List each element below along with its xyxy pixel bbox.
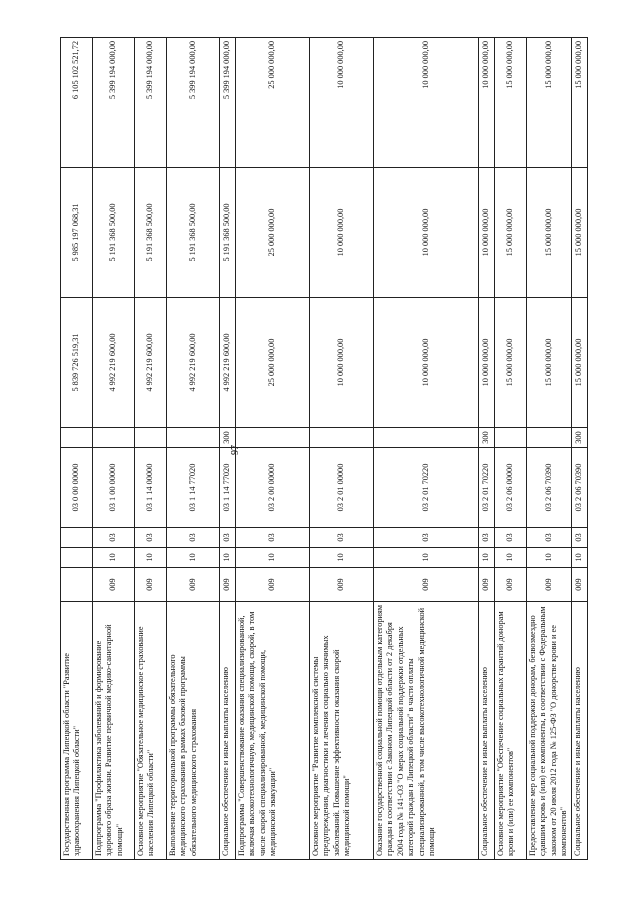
row-name-cell: Основное мероприятие "Обеспечение социальных гарантий донорам крови и (или) ее компонентов" xyxy=(495,602,527,860)
ved-code-cell xyxy=(61,568,93,602)
amount-cell-2: 15 000 000,00 xyxy=(527,168,572,298)
expense-type-cell: 300 xyxy=(479,428,495,448)
amount-cell-3: 15 000 000,00 xyxy=(495,38,527,168)
amount-cell-3: 15 000 000,00 xyxy=(571,38,587,168)
target-article-cell: 03 1 14 77020 xyxy=(220,448,236,528)
amount-cell-3: 5 399 194 000,00 xyxy=(93,38,135,168)
target-article-cell: 03 1 00 00000 xyxy=(93,448,135,528)
section-code-cell: 10 xyxy=(527,548,572,568)
expense-type-cell xyxy=(495,428,527,448)
subsection-code-cell: 03 xyxy=(135,528,167,548)
ved-code-cell: 009 xyxy=(571,568,587,602)
subsection-code-cell: 03 xyxy=(479,528,495,548)
subsection-code-cell: 03 xyxy=(167,528,220,548)
target-article-cell: 03 2 06 00000 xyxy=(495,448,527,528)
amount-cell-3: 15 000 000,00 xyxy=(527,38,572,168)
row-name-cell: Предоставление мер социальной поддержки донорам, безвозмездно сдавшим кровь и (или) ее компоненты, в соответствии с Федеральным законом от 20 июля 2012 года № 125-ФЗ "О донорстве крови и ее компонентов" xyxy=(527,602,572,860)
subsection-code-cell xyxy=(61,528,93,548)
row-name-cell: Социальное обеспечение и иные выплаты населению xyxy=(571,602,587,860)
expense-type-cell xyxy=(374,428,479,448)
subsection-code-cell: 03 xyxy=(495,528,527,548)
row-name-cell: Основное мероприятие "Обязательное медицинское страхование населения Липецкой области" xyxy=(135,602,167,860)
table-row xyxy=(61,38,93,860)
expense-type-cell: 300 xyxy=(220,428,236,448)
table-row xyxy=(220,38,236,860)
section-code-cell xyxy=(61,548,93,568)
subsection-code-cell: 03 xyxy=(236,528,310,548)
amount-cell-1: 15 000 000,00 xyxy=(527,298,572,428)
amount-cell-1: 5 839 726 519,31 xyxy=(61,298,93,428)
target-article-cell: 03 2 01 70220 xyxy=(374,448,479,528)
row-name-cell: Государственная программа Липецкой области "Развитие здравоохранения Липецкой области" xyxy=(61,602,93,860)
subsection-code-cell: 03 xyxy=(571,528,587,548)
expense-type-cell xyxy=(310,428,374,448)
expense-type-cell xyxy=(93,428,135,448)
expense-type-cell xyxy=(527,428,572,448)
ved-code-cell: 009 xyxy=(236,568,310,602)
amount-cell-2: 25 000 000,00 xyxy=(236,168,310,298)
row-name-cell: Основное мероприятие "Развитие комплексной системы предупреждения, диагностики и лечения социально значимых заболеваний. Повышение эффективности оказания скорой медицинской помощи" xyxy=(310,602,374,860)
ved-code-cell: 009 xyxy=(374,568,479,602)
amount-cell-1: 25 000 000,00 xyxy=(236,298,310,428)
table-row xyxy=(310,38,374,860)
amount-cell-3: 25 000 000,00 xyxy=(236,38,310,168)
amount-cell-3: 10 000 000,00 xyxy=(374,38,479,168)
target-article-cell: 03 2 00 00000 xyxy=(236,448,310,528)
row-name-cell: Социальное обеспечение и иные выплаты населению xyxy=(220,602,236,860)
amount-cell-1: 4 992 219 600,00 xyxy=(93,298,135,428)
row-name-cell: Выполнение территориальной программы обязательного медицинского страхования в рамках базовой программы обязательного медицинского страхования xyxy=(167,602,220,860)
section-code-cell: 10 xyxy=(167,548,220,568)
target-article-cell: 03 2 06 70390 xyxy=(571,448,587,528)
amount-cell-3: 5 399 194 000,00 xyxy=(135,38,167,168)
row-name-cell: Оказание государственной социальной помощи отдельным категориям граждан в соответствии с Законом Липецкой области от 2 декабря 2004 года № 141-ОЗ "О мерах социальной поддержки отдельных категорий граждан в Липецкой области" в части оплаты специализированной, в том числе высокотехнологичной медицинской помощи xyxy=(374,602,479,860)
section-code-cell: 10 xyxy=(374,548,479,568)
row-name-cell: Подпрограмма "Совершенствование оказания специализированной, включая высокотехнологичную, медицинской помощи, скорой, в том числе скорой специализированной, медицинской помощи, медицинской эвакуации" xyxy=(236,602,310,860)
amount-cell-2: 5 191 368 500,00 xyxy=(220,168,236,298)
subsection-code-cell: 03 xyxy=(374,528,479,548)
budget-table xyxy=(60,37,588,860)
amount-cell-1: 15 000 000,00 xyxy=(495,298,527,428)
expense-type-cell xyxy=(236,428,310,448)
amount-cell-2: 15 000 000,00 xyxy=(571,168,587,298)
subsection-code-cell: 03 xyxy=(93,528,135,548)
ved-code-cell: 009 xyxy=(310,568,374,602)
section-code-cell: 10 xyxy=(236,548,310,568)
table-row xyxy=(236,38,310,860)
subsection-code-cell: 03 xyxy=(220,528,236,548)
page-number: 97 xyxy=(230,445,241,455)
row-name-cell: Социальное обеспечение и иные выплаты населению xyxy=(479,602,495,860)
amount-cell-1: 10 000 000,00 xyxy=(374,298,479,428)
table-row xyxy=(479,38,495,860)
amount-cell-3: 10 000 000,00 xyxy=(310,38,374,168)
target-article-cell: 03 0 00 00000 xyxy=(61,448,93,528)
section-code-cell: 10 xyxy=(220,548,236,568)
section-code-cell: 10 xyxy=(479,548,495,568)
ved-code-cell: 009 xyxy=(135,568,167,602)
target-article-cell: 03 1 14 77020 xyxy=(167,448,220,528)
target-article-cell: 03 2 01 70220 xyxy=(479,448,495,528)
table-row xyxy=(495,38,527,860)
subsection-code-cell: 03 xyxy=(527,528,572,548)
amount-cell-2: 5 191 368 500,00 xyxy=(93,168,135,298)
table-row xyxy=(374,38,479,860)
ved-code-cell: 009 xyxy=(167,568,220,602)
amount-cell-2: 10 000 000,00 xyxy=(479,168,495,298)
expense-type-cell xyxy=(167,428,220,448)
ved-code-cell: 009 xyxy=(495,568,527,602)
section-code-cell: 10 xyxy=(93,548,135,568)
expense-type-cell xyxy=(135,428,167,448)
section-code-cell: 10 xyxy=(135,548,167,568)
amount-cell-2: 5 191 368 500,00 xyxy=(135,168,167,298)
table-row xyxy=(527,38,572,860)
subsection-code-cell: 03 xyxy=(310,528,374,548)
table-row xyxy=(571,38,587,860)
ved-code-cell: 009 xyxy=(220,568,236,602)
amount-cell-2: 10 000 000,00 xyxy=(310,168,374,298)
amount-cell-2: 5 985 197 068,31 xyxy=(61,168,93,298)
ved-code-cell: 009 xyxy=(479,568,495,602)
amount-cell-2: 5 191 368 500,00 xyxy=(167,168,220,298)
target-article-cell: 03 2 01 00000 xyxy=(310,448,374,528)
amount-cell-1: 15 000 000,00 xyxy=(571,298,587,428)
target-article-cell: 03 2 06 70390 xyxy=(527,448,572,528)
amount-cell-1: 10 000 000,00 xyxy=(310,298,374,428)
expense-type-cell: 300 xyxy=(571,428,587,448)
section-code-cell: 10 xyxy=(310,548,374,568)
amount-cell-3: 5 399 194 000,00 xyxy=(167,38,220,168)
amount-cell-3: 5 399 194 000,00 xyxy=(220,38,236,168)
expense-type-cell xyxy=(61,428,93,448)
target-article-cell: 03 1 14 00000 xyxy=(135,448,167,528)
amount-cell-3: 6 105 102 521,72 xyxy=(61,38,93,168)
table-frame xyxy=(60,38,583,860)
amount-cell-1: 4 992 219 600,00 xyxy=(220,298,236,428)
amount-cell-1: 4 992 219 600,00 xyxy=(167,298,220,428)
section-code-cell: 10 xyxy=(571,548,587,568)
amount-cell-2: 15 000 000,00 xyxy=(495,168,527,298)
amount-cell-2: 10 000 000,00 xyxy=(374,168,479,298)
amount-cell-3: 10 000 000,00 xyxy=(479,38,495,168)
ved-code-cell: 009 xyxy=(93,568,135,602)
amount-cell-1: 10 000 000,00 xyxy=(479,298,495,428)
row-name-cell: Подпрограмма "Профилактика заболеваний и формирование здорового образа жизни. Развитие первичной медико-санитарной помощи" xyxy=(93,602,135,860)
amount-cell-1: 4 992 219 600,00 xyxy=(135,298,167,428)
table-row xyxy=(93,38,135,860)
table-row xyxy=(135,38,167,860)
section-code-cell: 10 xyxy=(495,548,527,568)
ved-code-cell: 009 xyxy=(527,568,572,602)
table-row xyxy=(167,38,220,860)
